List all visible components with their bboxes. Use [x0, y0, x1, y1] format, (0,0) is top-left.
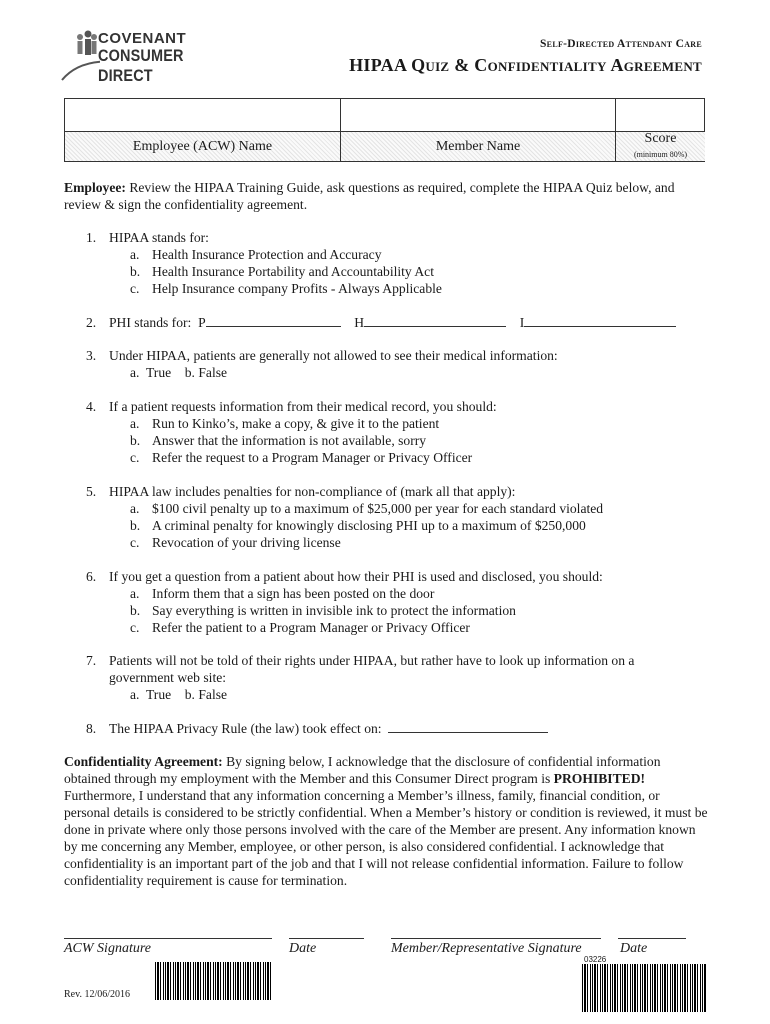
question-2: 2. PHI stands for: P H I	[86, 314, 706, 331]
document-title: HIPAA Quiz & Confidentiality Agreement	[349, 55, 702, 75]
logo-line-1: COVENANT	[98, 30, 187, 47]
score-label: Score	[644, 131, 677, 146]
barcode-right	[582, 964, 707, 1012]
option-c[interactable]: c. Refer the patient to a Program Manager or Privacy Officer	[130, 620, 470, 635]
member-name-label: Member Name	[435, 139, 521, 154]
option-c[interactable]: c. Revocation of your driving license	[130, 535, 341, 550]
confidentiality-lead: Confidentiality Agreement:	[64, 754, 223, 769]
score-minimum-note: (minimum 80%)	[633, 150, 688, 159]
question-8: 8. The HIPAA Privacy Rule (the law) took effect on:	[86, 720, 706, 737]
date-label-2: Date	[620, 941, 648, 956]
barcode-number: 03226	[584, 955, 607, 964]
phi-i-blank[interactable]	[524, 314, 676, 327]
member-signature-line[interactable]	[391, 938, 601, 939]
question-text: HIPAA law includes penalties for non-compliance of (mark all that apply):	[109, 484, 516, 499]
option-a[interactable]: a. Health Insurance Protection and Accuracy	[130, 247, 382, 262]
question-1: 1. HIPAA stands for: a. Health Insurance Protection and Accuracy b. Health Insurance Portability and Accountability Act c. Help Insurance company Profits - Always Applicable	[86, 229, 706, 297]
info-table	[64, 98, 705, 162]
option-b[interactable]: b. Answer that the information is not available, sorry	[130, 433, 427, 448]
acw-signature-line[interactable]	[64, 938, 272, 939]
date-line-1[interactable]	[289, 938, 364, 939]
question-text: HIPAA stands for:	[109, 230, 209, 245]
people-logo-icon	[60, 28, 100, 88]
barcode-left	[155, 962, 273, 1000]
company-logo	[60, 28, 240, 88]
option-b[interactable]: b. Health Insurance Portability and Accountability Act	[130, 264, 434, 279]
question-text: The HIPAA Privacy Rule (the law) took effect on:	[109, 721, 382, 736]
member-signature-label: Member/Representative Signature	[391, 941, 582, 956]
confidentiality-agreement: Confidentiality Agreement: By signing below, I acknowledge that the disclosure of confidential information obtained through my employment with the Member and this Consumer Direct program is PROHIBITED! Furthermore, I understand that any information concerning a Member’s illness, family, financial condition, or personal details is considered to be strictly confidential. When a Member’s history or condition is reviewed, it must be done in private where only those persons involved with the care of the Member are present. Any information known by me concerning any Member, employee, or other person, is also considered confidential. I acknowledge that confidentiality is an important part of the job and that I will not release confidential information. Failure to follow confidentiality requirement is cause for termination.	[64, 754, 708, 888]
intro-lead: Employee:	[64, 180, 126, 195]
prohibited-emphasis: PROHIBITED!	[553, 771, 646, 786]
intro-text: Review the HIPAA Training Guide, ask questions as required, complete the HIPAA Quiz below, and review & sign the confidentiality agreement.	[64, 180, 675, 212]
intro-paragraph	[64, 179, 709, 213]
option-b[interactable]: b. A criminal penalty for knowingly disclosing PHI up to a maximum of $250,000	[130, 518, 586, 533]
question-7: 7. Patients will not be told of their rights under HIPAA, but rather have to look up information on a government web site: a. True b. False	[86, 652, 706, 703]
phi-h-blank[interactable]	[364, 314, 506, 327]
option-a[interactable]: a. Run to Kinko’s, make a copy, & give it to the patient	[130, 416, 440, 431]
logo-line-2: CONSUMER DIRECT	[98, 46, 184, 85]
true-false-options[interactable]: a. True b. False	[130, 365, 228, 380]
question-text: Under HIPAA, patients are generally not allowed to see their medical information:	[109, 348, 558, 363]
acw-signature-label: ACW Signature	[64, 941, 151, 956]
question-text: If a patient requests information from their medical record, you should:	[109, 399, 497, 414]
employee-name-cell[interactable]	[65, 99, 341, 161]
question-5: 5. HIPAA law includes penalties for non-compliance of (mark all that apply): a. $100 civil penalty up to a maximum of $25,000 per year for each standard violated b. A criminal penalty for knowingly disclosing PHI up to a maximum of $250,000 c. Revocation of your driving license	[86, 483, 706, 551]
question-text: If you get a question from a patient about how their PHI is used and disclosed, you should:	[109, 569, 603, 584]
option-a[interactable]: a. Inform them that a sign has been posted on the door	[130, 586, 435, 601]
date-label-1: Date	[289, 941, 317, 956]
question-3: 3. Under HIPAA, patients are generally not allowed to see their medical information: a. True b. False	[86, 347, 706, 381]
question-text: PHI stands for:	[109, 315, 192, 330]
question-4: 4. If a patient requests information from their medical record, you should: a. Run to Kinko’s, make a copy, & give it to the patient b. Answer that the information is not available, sorry c. Refer the request to a Program Manager or Privacy Officer	[86, 398, 706, 466]
question-text: Patients will not be told of their rights under HIPAA, but rather have to look up information on a government web site:	[109, 653, 635, 685]
document-kicker: Self-Directed Attendant Care	[539, 38, 702, 50]
score-cell[interactable]	[616, 99, 705, 161]
revision-date: Rev. 12/06/2016	[64, 989, 131, 1000]
option-b[interactable]: b. Say everything is written in invisible ink to protect the information	[130, 603, 516, 618]
true-false-options[interactable]: a. True b. False	[130, 687, 228, 702]
option-c[interactable]: c. Help Insurance company Profits - Always Applicable	[130, 281, 442, 296]
employee-name-label: Employee (ACW) Name	[132, 139, 273, 154]
option-a[interactable]: a. $100 civil penalty up to a maximum of $25,000 per year for each standard violated	[130, 501, 604, 516]
question-6: 6. If you get a question from a patient about how their PHI is used and disclosed, you should: a. Inform them that a sign has been posted on the door b. Say everything is written in invisible ink to protect the information c. Refer the patient to a Program Manager or Privacy Officer	[86, 568, 706, 636]
privacy-rule-date-blank[interactable]	[388, 720, 548, 733]
date-line-2[interactable]	[618, 938, 686, 939]
member-name-cell[interactable]	[341, 99, 616, 161]
option-c[interactable]: c. Refer the request to a Program Manager or Privacy Officer	[130, 450, 473, 465]
phi-p-blank[interactable]	[206, 314, 341, 327]
